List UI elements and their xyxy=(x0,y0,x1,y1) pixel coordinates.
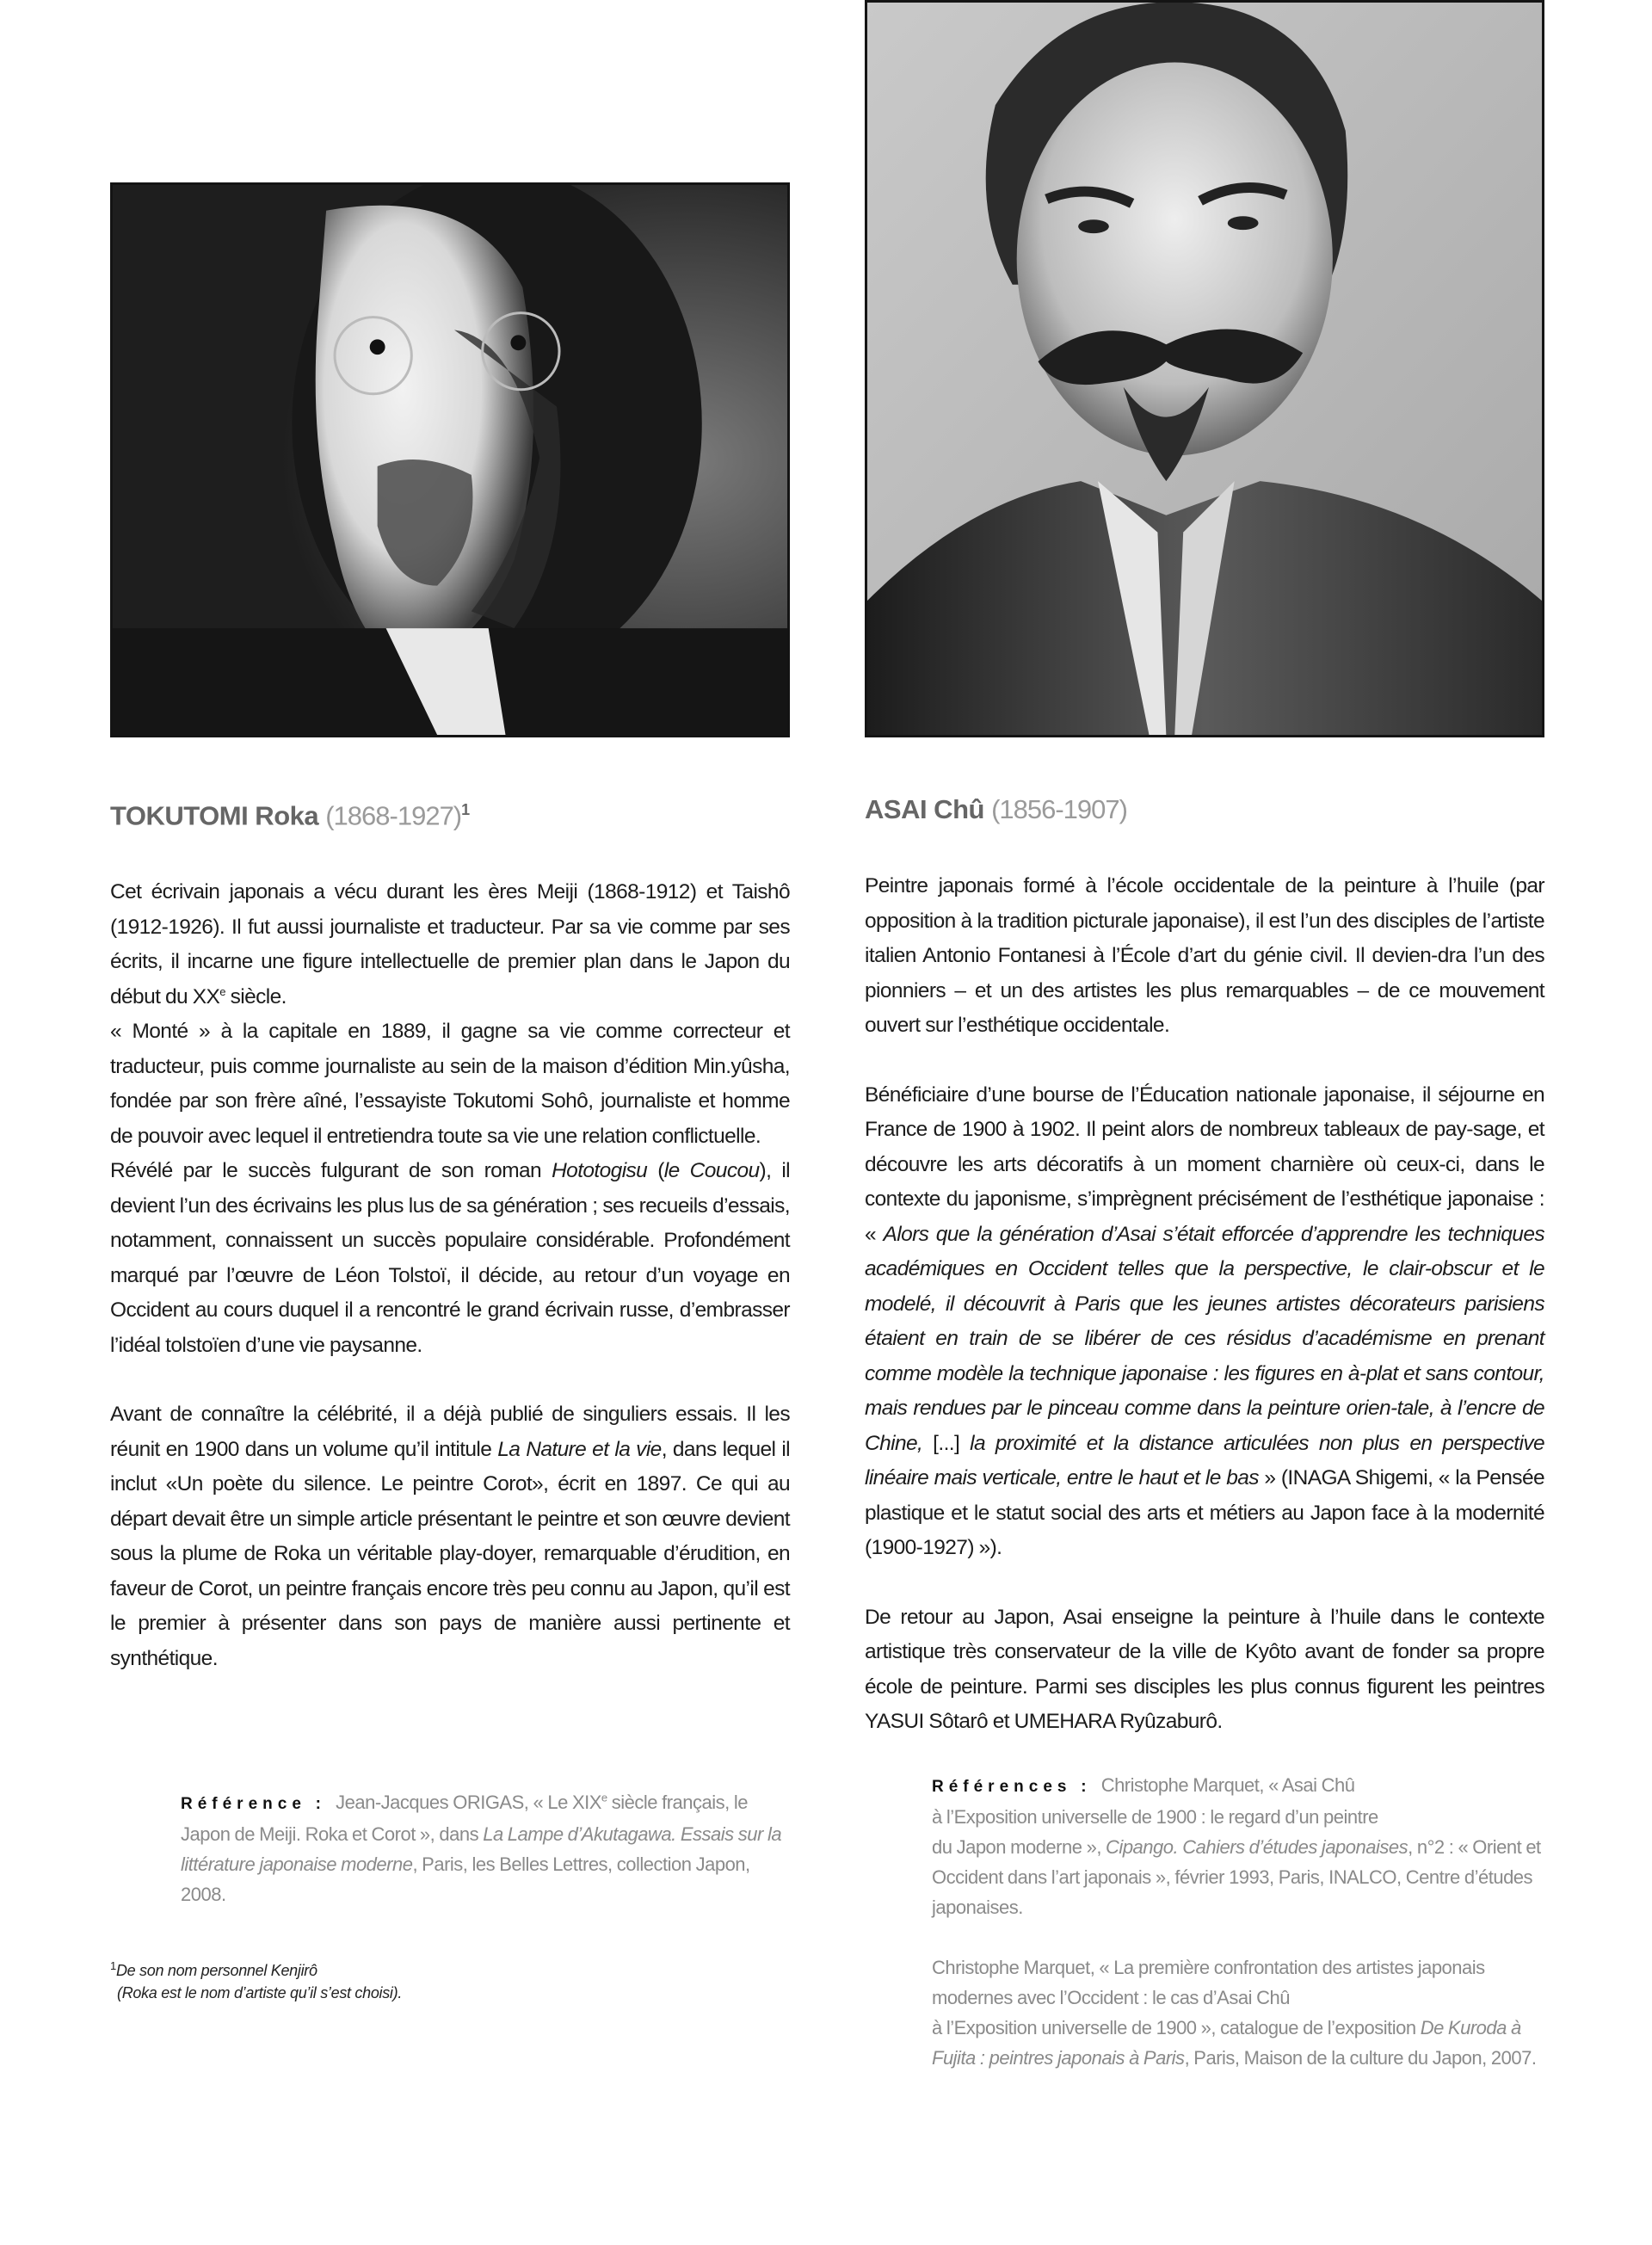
text-run: , dans lequel il inclut «Un poète du silence. Le peintre Corot», écrit en 1897. Ce qui au départ devait être un simple article présentant le peintre et son œuvre devient sous la plume de Roka un véritable play-doyer, remarquable d’érudition, en faveur de Corot, un peintre français encore très peu connu au Japon, qu’il est le premier à présenter dans son pays de manière aussi pertinente et synthétique. xyxy=(110,1437,791,1670)
text-run: [...] xyxy=(922,1431,971,1455)
text-run: » (INAGA Shigemi, « la Pensée plastique et le statut social des arts et métiers au Japon face à la modernité (1900-1927) »). xyxy=(865,1466,1545,1559)
paragraph xyxy=(110,875,790,1015)
text-run: Peintre japonais formé à l’école occidentale de la peinture à l’huile (par opposition à la tradition picturale japonaise), il est l’un des disciples de l’artiste italien Antonio Fontanesi à l’École d’art du génie civil. Il devien-dra l’un des pionniers – et un des artistes les plus remarquables – de ce mouvement ouvert sur l’esthétique occidentale. xyxy=(865,874,1544,1037)
portrait-photo-asai-chu xyxy=(865,0,1544,737)
italic-text: Alors que la génération d’Asai s’était efforcée d’apprendre les techniques académiques en Occident telles que la perspective, le clair-obscur et le modelé, il découvrit à Paris que les jeunes artistes décorateurs parisiens étaient en train de se libérer de ces résidus d’académisme en prenant comme modèle la technique japonaise : les figures en à-plat et sans contour, mais rendues par le pinceau comme dans la peinture orien-tale, à l’encre de Chine, xyxy=(865,1222,1544,1455)
references-label: Référence : xyxy=(181,1795,326,1813)
references-tokutomi-roka xyxy=(181,1787,783,1909)
references-label: Références : xyxy=(932,1778,1092,1796)
footnote-line-2: (Roka est le nom d’artiste qu’il s’est choisi). xyxy=(117,1984,403,2001)
text-run: ( xyxy=(647,1159,664,1183)
person-name: ASAI Chû xyxy=(865,794,984,824)
paragraph xyxy=(865,869,1544,1044)
italic-text: la proximité et la distance articulées non plus en perspective linéaire mais verticale, entre le haut et le bas xyxy=(865,1431,1544,1489)
footnote-mark: 1 xyxy=(110,1959,116,1972)
text-run: De retour au Japon, Asai enseigne la peinture à l’huile dans le contexte artistique très conservateur de la ville de Kyôto avant de fonder sa propre école de peinture. Parmi ses disciples les plus connus figurent les peintres YASUI Sôtarô et UMEHARA Ryûzaburô. xyxy=(865,1605,1544,1733)
paragraph xyxy=(110,1154,790,1363)
italic-text: La Nature et la vie xyxy=(497,1437,662,1461)
life-dates: (1868-1927) xyxy=(325,800,462,831)
text-run: Jean-Jacques ORIGAS, « Le XIX xyxy=(336,1792,601,1813)
italic-text: Hototogisu xyxy=(552,1159,648,1183)
biography-heading xyxy=(865,792,1544,828)
portrait-image xyxy=(867,3,1542,735)
person-name: TOKUTOMI Roka xyxy=(110,800,319,831)
references-list xyxy=(181,1787,783,1909)
text-run: « Monté » à la capitale en 1889, il gagne sa vie comme correcteur et traducteur, puis comme journaliste au sein de la maison d’édition Min.yûsha, fondée par son frère aîné, l’essayiste Tokutomi Sohô, journaliste et homme de pouvoir avec lequel il entretiendra toute sa vie une relation conflictuelle. xyxy=(110,1020,790,1148)
superscript: e xyxy=(601,1791,607,1804)
references-asai-chu xyxy=(932,1770,1551,2073)
reference-entry xyxy=(932,1770,1551,1922)
reference-entry xyxy=(932,1952,1551,2073)
text-run: Révélé par le succès fulgurant de son roman xyxy=(110,1159,552,1183)
footnote xyxy=(110,1959,626,2004)
italic-text: le Coucou xyxy=(663,1159,760,1183)
reference-entry xyxy=(181,1787,783,1909)
life-dates: (1856-1907) xyxy=(991,794,1127,824)
paragraph xyxy=(865,1078,1544,1566)
text-run: , n°2 : « Orient et Occident dans l’art japonais », février 1993, Paris, INALCO, Centre d’études japonaises. xyxy=(932,1836,1541,1918)
text-run: Christophe Marquet, « Asai Chû xyxy=(1100,1774,1355,1796)
text-run: du Japon moderne », xyxy=(932,1836,1106,1858)
portrait-image xyxy=(113,185,787,735)
paragraph xyxy=(865,1600,1544,1740)
biography-text xyxy=(110,875,790,1676)
italic-text: Cipango. Cahiers d’études japonaises xyxy=(1106,1836,1409,1858)
italic-text: De Kuroda à Fujita : peintres japonais à Paris xyxy=(932,2017,1521,2069)
text-run: à l’Exposition universelle de 1900 : le regard d’un peintre xyxy=(932,1806,1378,1828)
footnote-line-1: De son nom personnel Kenjirô xyxy=(115,1962,317,1979)
text-run: Christophe Marquet, « La première confrontation des artistes japonais modernes avec l’Occident : le cas d’Asai Chû xyxy=(932,1957,1485,2008)
references-list xyxy=(932,1770,1551,2073)
biography-tokutomi-roka xyxy=(110,792,790,1676)
text-run: Avant de connaître la célébrité, il a déjà publié de singuliers essais. Il les réunit en 1900 dans un volume qu’il intitule xyxy=(110,1403,790,1461)
text-run: Bénéficiaire d’une bourse de l’Éducation nationale japonaise, il séjourne en France de 1900 à 1902. Il peint alors de nombreux tableaux de pay-sage, et découvre les arts décoratifs à un moment charnière où ceux-ci, dans le contexte du japonisme, s’imprègnent précisément de l’esthétique japonaise : « xyxy=(865,1082,1544,1246)
portrait-photo-tokutomi-roka xyxy=(110,182,790,737)
text-run: , Paris, les Belles Lettres, collection Japon, 2008. xyxy=(181,1853,750,1905)
text-run: siècle. xyxy=(225,984,287,1008)
italic-text: La Lampe d’Akutagawa. Essais sur la littérature japonaise moderne xyxy=(181,1823,782,1875)
biography-asai-chu xyxy=(865,792,1544,1740)
text-run: Cet écrivain japonais a vécu durant les ères Meiji (1868-1912) et Taishô (1912-1926). Il fut aussi journaliste et traducteur. Par sa vie comme par ses écrits, il incarne une figure intellectuelle de premier plan dans le Japon du début du XX xyxy=(110,880,790,1008)
superscript: e xyxy=(219,984,225,998)
paragraph xyxy=(110,1397,790,1676)
biography-text xyxy=(865,869,1544,1740)
text-run: à l’Exposition universelle de 1900 », catalogue de l’exposition xyxy=(932,2017,1421,2038)
biography-heading xyxy=(110,792,790,834)
text-run: siècle français, le Japon de Meiji. Roka et Corot », dans xyxy=(181,1792,748,1845)
text-run: , Paris, Maison de la culture du Japon, 2007. xyxy=(1184,2047,1537,2069)
footnote-reference[interactable]: 1 xyxy=(461,801,470,818)
paragraph xyxy=(110,1015,790,1154)
text-run: ), il devient l’un des écrivains les plus lus de sa génération ; ses recueils d’essais, notamment, connaissent un succès populaire considérable. Profondément marqué par l’œuvre de Léon Tolstoï, il décide, au retour d’un voyage en Occident au cours duquel il a rencontré le grand écrivain russe, d’embrasser l’idéal tolstoïen d’une vie paysanne. xyxy=(110,1159,790,1357)
